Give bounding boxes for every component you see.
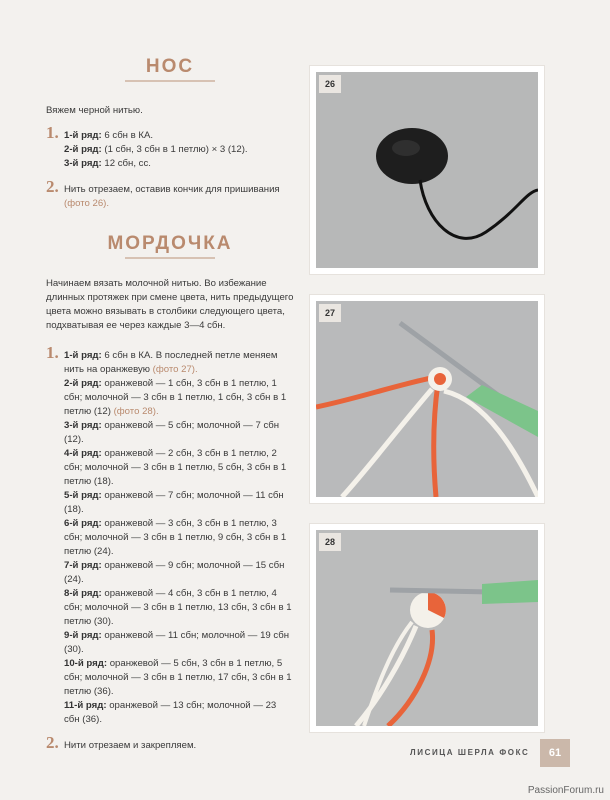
photo-image bbox=[316, 301, 538, 497]
muzzle-row-3: 3-й ряд: оранжевой — 5 сбн; молочной — 7 сбн (12). bbox=[64, 420, 280, 445]
photo-reference: (фото 26). bbox=[64, 198, 110, 209]
nose-illustration bbox=[316, 72, 538, 268]
photo-badge: 28 bbox=[319, 533, 341, 551]
photo-image bbox=[316, 72, 538, 268]
muzzle-row-9: 9-й ряд: оранжевой — 11 сбн; молочной — 19 сбн (30). bbox=[64, 630, 289, 655]
nose-step-2: 2. Нить отрезаем, оставив кончик для пришивания (фото 26). bbox=[46, 177, 280, 209]
section-title-muzzle: МОРДОЧКА bbox=[46, 233, 294, 261]
photo-reference: (фото 28). bbox=[113, 406, 159, 417]
muzzle-row-1: 1-й ряд: 6 сбн в КА. В последней петле меняем нить на оранжевую (фото 27). bbox=[64, 350, 278, 375]
nose-row-1: 1-й ряд: 6 сбн в КА. bbox=[64, 130, 154, 141]
page-number: 61 bbox=[540, 739, 570, 767]
step-number: 2. bbox=[46, 733, 59, 752]
photo-badge: 27 bbox=[319, 304, 341, 322]
muzzle-step-1 bbox=[46, 343, 294, 727]
muzzle-row-10: 10-й ряд: оранжевой — 5 сбн, 3 сбн в 1 петлю, 5 сбн; молочной — 3 сбн в 1 петлю, 17 сбн, 3 сбн в 1 петлю (36). bbox=[64, 658, 292, 697]
step-number: 1. bbox=[46, 123, 59, 142]
section-title-nose: НОС bbox=[46, 56, 294, 84]
nose-step-1 bbox=[46, 123, 294, 171]
step-number: 1. bbox=[46, 343, 59, 362]
photo-reference: (фото 27). bbox=[152, 364, 198, 375]
step-number: 2. bbox=[46, 177, 59, 196]
muzzle-row-8: 8-й ряд: оранжевой — 4 сбн, 3 сбн в 1 петлю, 4 сбн; молочной — 3 сбн в 1 петлю, 13 сбн, 3 сбн в 1 петлю (30). bbox=[64, 588, 292, 627]
photo-28 bbox=[310, 524, 544, 732]
muzzle-step-2: 2. Нити отрезаем и закрепляем. bbox=[46, 733, 197, 752]
nose-row-2: 2-й ряд: (1 сбн, 3 сбн в 1 петлю) × 3 (12). bbox=[64, 144, 248, 155]
muzzle-row-6: 6-й ряд: оранжевой — 3 сбн, 3 сбн в 1 петлю, 3 сбн; молочной — 3 сбн в 1 петлю, 9 сбн, 3 сбн в 1 петлю (24). bbox=[64, 518, 287, 557]
circle-illustration bbox=[316, 530, 538, 726]
muzzle-intro: Начинаем вязать молочной нитью. Во избежание длинных протяжек при смене цвета, нить предыдущего цвета можно вязывать в столбики следующего цвета, подхватывая ее через каждые 3—4 сбн. bbox=[46, 278, 294, 331]
nose-intro: Вяжем черной нитью. bbox=[46, 105, 143, 116]
muzzle-row-4: 4-й ряд: оранжевой — 2 сбн, 3 сбн в 1 петлю, 2 сбн; молочной — 3 сбн в 1 петлю, 5 сбн, 3 сбн в 1 петлю (18). bbox=[64, 448, 287, 487]
nose-row-3: 3-й ряд: 12 сбн, сс. bbox=[64, 158, 151, 169]
muzzle-row-7: 7-й ряд: оранжевой — 9 сбн; молочной — 15 сбн (24). bbox=[64, 560, 285, 585]
muzzle-row-11: 11-й ряд: оранжевой — 13 сбн; молочной — 23 сбн (36). bbox=[64, 700, 277, 725]
muzzle-row-2: 2-й ряд: оранжевой — 1 сбн, 3 сбн в 1 петлю, 1 сбн; молочной — 3 сбн в 1 петлю, 1 сбн, 3 сбн в 1 петлю (12) (фото 28). bbox=[64, 378, 287, 417]
text-column bbox=[46, 50, 294, 753]
footer-title: ЛИСИЦА ШЕРЛА ФОКС bbox=[410, 748, 530, 757]
hook-illustration bbox=[316, 301, 538, 497]
photo-badge: 26 bbox=[319, 75, 341, 93]
photo-27 bbox=[310, 295, 544, 503]
photo-26 bbox=[310, 66, 544, 274]
watermark: PassionForum.ru bbox=[527, 785, 604, 796]
muzzle-row-5: 5-й ряд: оранжевой — 7 сбн; молочной — 11 сбн (18). bbox=[64, 490, 284, 515]
photo-image bbox=[316, 530, 538, 726]
